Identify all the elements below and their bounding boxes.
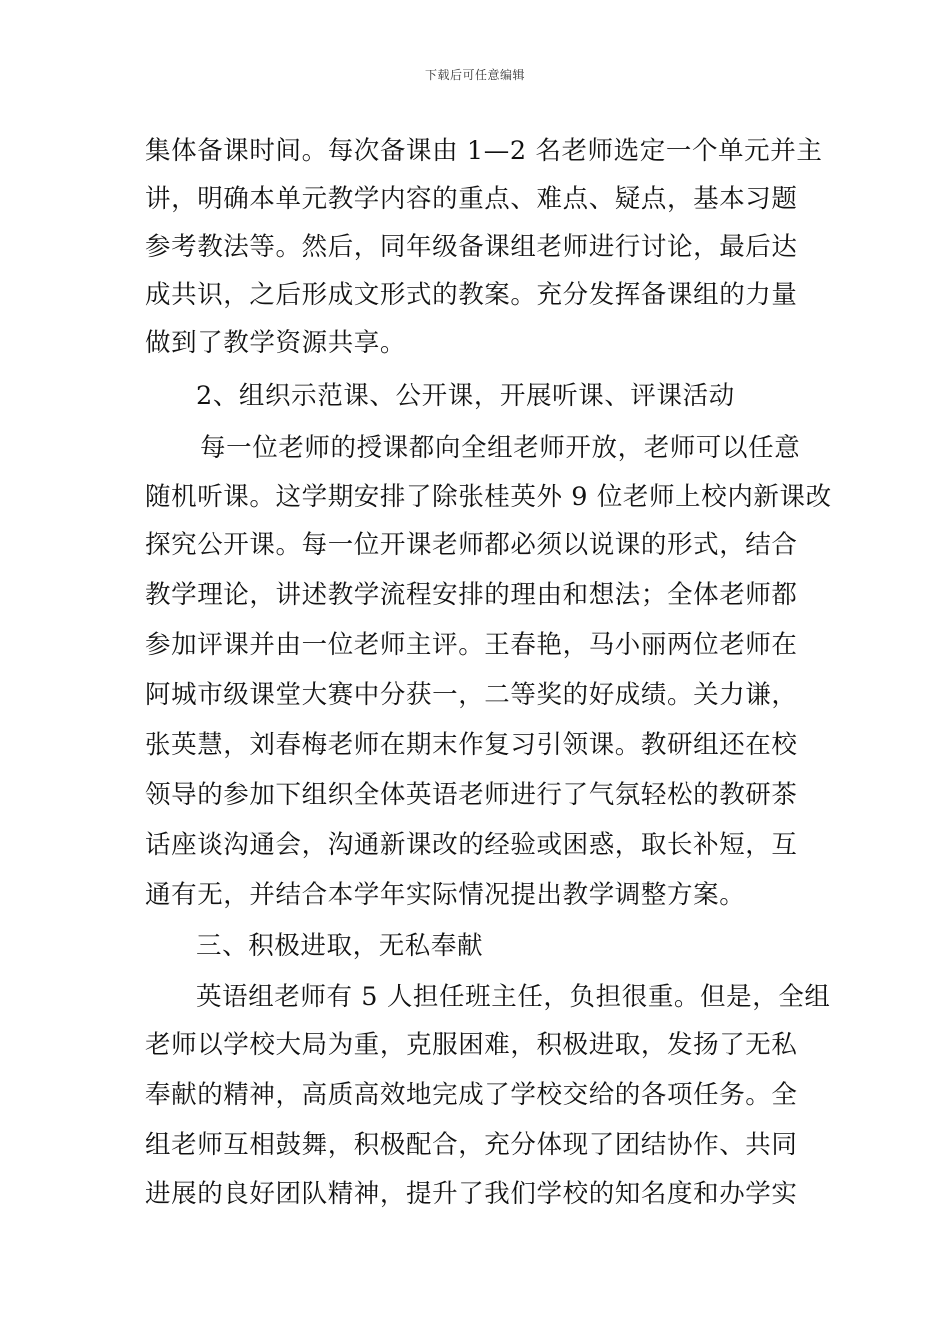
text-line: 参考教法等。然后，同年级备课组老师进行讨论，最后达 xyxy=(145,232,798,262)
text-line: 每一位老师的授课都向全组老师开放，老师可以任意 xyxy=(200,433,801,463)
text-line: 通有无，并结合本学年实际情况提出教学调整方案。 xyxy=(145,880,746,910)
text-line: 集体备课时间。每次备课由 1—2 名老师选定一个单元并主 xyxy=(145,136,823,166)
text-line: 成共识，之后形成文形式的教案。充分发挥备课组的力量 xyxy=(145,280,798,310)
section-heading: 2、组织示范课、公开课，开展听课、评课活动 xyxy=(196,381,735,411)
page-header: 下载后可任意编辑 xyxy=(424,68,525,82)
text-line: 教学理论，讲述教学流程安排的理由和想法；全体老师都 xyxy=(145,580,798,610)
text-line: 张英慧，刘春梅老师在期末作复习引领课。教研组还在校 xyxy=(145,730,798,760)
text-line: 探究公开课。每一位开课老师都必须以说课的形式，结合 xyxy=(145,530,798,560)
text-line: 做到了教学资源共享。 xyxy=(145,328,407,358)
text-line: 随机听课。这学期安排了除张桂英外 9 位老师上校内新课改 xyxy=(145,482,832,512)
section-heading: 三、积极进取，无私奉献 xyxy=(196,931,484,961)
text-line: 阿城市级课堂大赛中分获一，二等奖的好成绩。关力谦， xyxy=(145,680,798,710)
text-line: 讲，明确本单元教学内容的重点、难点、疑点，基本习题 xyxy=(145,184,798,214)
text-line: 参加评课并由一位老师主评。王春艳，马小丽两位老师在 xyxy=(145,630,798,660)
text-line: 话座谈沟通会，沟通新课改的经验或困惑，取长补短，互 xyxy=(145,830,798,860)
text-line: 进展的良好团队精神，提升了我们学校的知名度和办学实 xyxy=(145,1179,798,1209)
text-line: 奉献的精神，高质高效地完成了学校交给的各项任务。全 xyxy=(145,1080,798,1110)
text-line: 组老师互相鼓舞，积极配合，充分体现了团结协作、共同 xyxy=(145,1130,798,1160)
text-line: 英语组老师有 5 人担任班主任，负担很重。但是，全组 xyxy=(196,982,831,1012)
text-line: 领导的参加下组织全体英语老师进行了气氛轻松的教研茶 xyxy=(145,780,798,810)
text-line: 老师以学校大局为重，克服困难，积极进取，发扬了无私 xyxy=(145,1030,798,1060)
